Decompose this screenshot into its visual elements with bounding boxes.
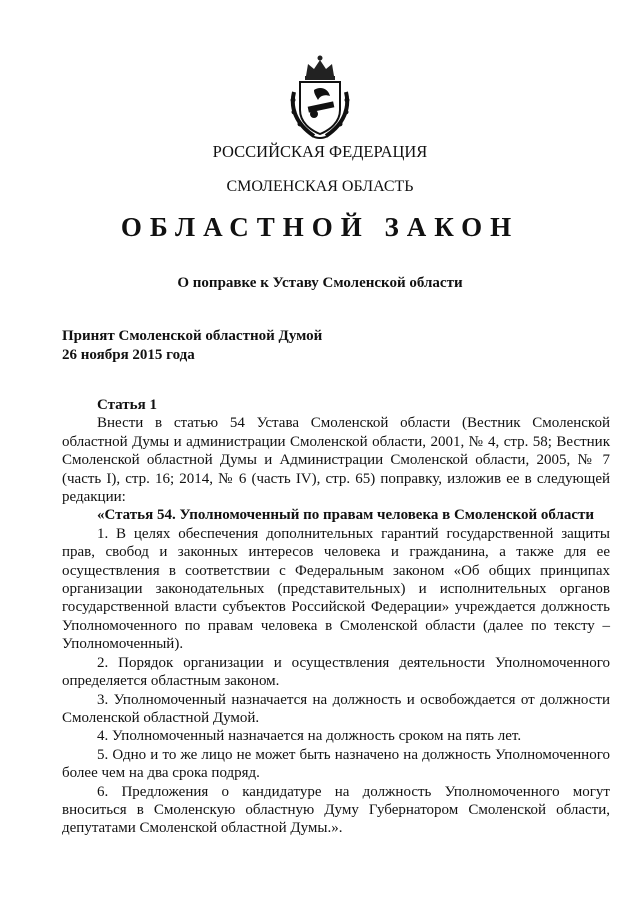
document-type-title: ОБЛАСТНОЙ ЗАКОН <box>120 212 520 242</box>
paragraph-6: 6. Предложения о кандидатуре на должность Уполномоченного могут вноситься в Смоленскую областную Думу Губернатором Смоленской области, депутатами Смоленской областной Думы.». <box>62 783 610 837</box>
paragraph-1: 1. В целях обеспечения дополнительных гарантий государственной защиты прав, свобод и законных интересов человека и гражданина, а также для ее осуществления в соответствии с Федеральным законом «Об общих принципах организации законодательных (представительных) и исполнительных органов государственной власти субъектов Российской Федерации» учреждается должность Уполномоченного по правам человека в Смоленской области (далее по тексту – Уполномоченный). <box>62 525 610 653</box>
new-article-title: «Статья 54. Уполномоченный по правам человека в Смоленской области <box>97 507 595 524</box>
smolensk-coat-of-arms-icon <box>284 52 356 140</box>
article-title: Статья 1 <box>97 397 157 413</box>
law-subject: О поправке к Уставу Смоленской области <box>177 275 463 291</box>
adoption-body: Принят Смоленской областной Думой <box>62 328 323 344</box>
adoption-date: 26 ноября 2015 года <box>62 347 195 363</box>
article-intro: Внести в статью 54 Устава Смоленской области (Вестник Смоленской областной Думы и администрации Смоленской области, 2001, № 4, стр. 58; Вестник Смоленской областной Думы и Администрации Смоленской области, 2005, № 7 (часть I), стр. 16; 2014, № 6 (часть IV), стр. 65) поправку, изложив ее в следующей редакции: <box>62 415 610 506</box>
paragraph-4: 4. Уполномоченный назначается на должность сроком на пять лет. <box>97 728 522 745</box>
article-body <box>62 396 610 838</box>
paragraph-2: 2. Порядок организации и осуществления деятельности Уполномоченного определяется областным законом. <box>62 654 610 690</box>
paragraph-3: 3. Уполномоченный назначается на должность и освобождается от должности Смоленской областной Думой. <box>62 691 610 726</box>
federation-heading: РОССИЙСКАЯ ФЕДЕРАЦИЯ <box>212 142 428 161</box>
adoption-block <box>62 327 322 365</box>
paragraph-5: 5. Одно и то же лицо не может быть назначено на должность Уполномоченного более чем на два срока подряд. <box>62 746 610 782</box>
region-heading: СМОЛЕНСКАЯ ОБЛАСТЬ <box>226 178 414 195</box>
